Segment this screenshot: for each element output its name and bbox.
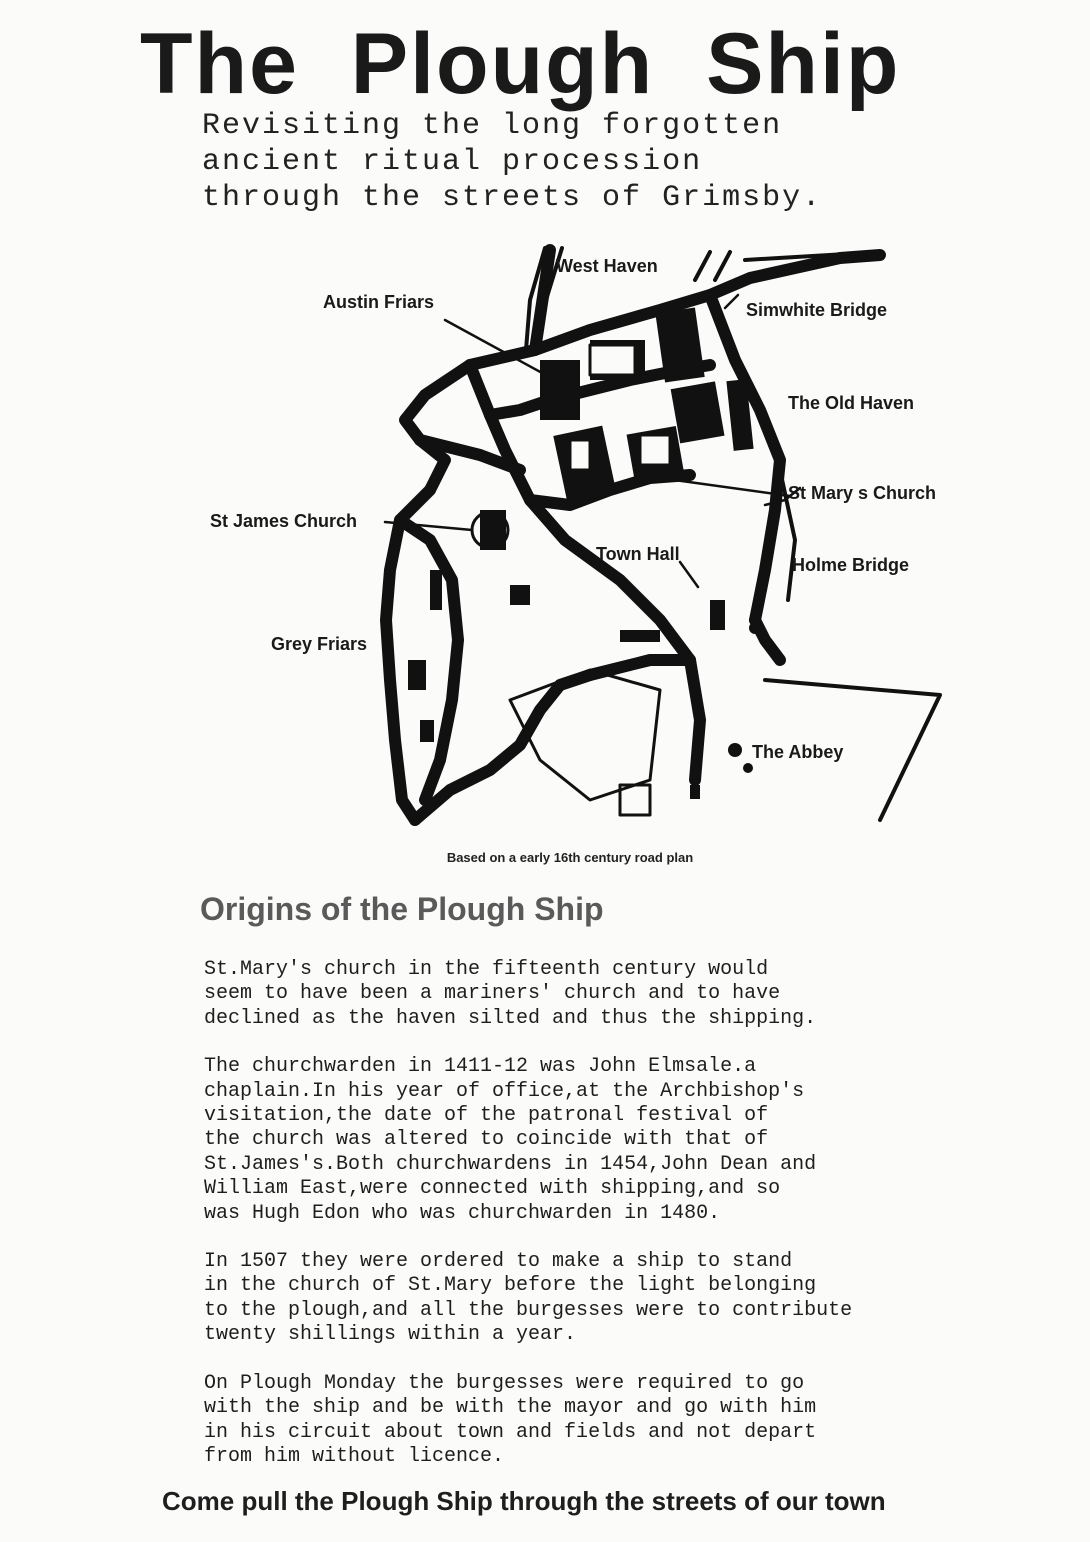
map-roads	[386, 250, 880, 820]
map-caption: Based on a early 16th century road plan	[446, 850, 694, 865]
page-title: The Plough Ship	[140, 16, 901, 112]
map-label-st-marys-church: St Mary s Church	[788, 483, 937, 503]
map-label-the-abbey: The Abbey	[752, 742, 844, 762]
paragraph: St.Mary's church in the fifteenth century would seem to have been a mariners' church and to have declined as the haven silted and thus the shipping.	[204, 958, 817, 1030]
subtitle-line: through the streets of Grimsby.	[202, 181, 823, 215]
map-label-old-haven: The Old Haven	[788, 393, 915, 413]
paragraph: In 1507 they were ordered to make a ship to stand in the church of St.Mary before the light belonging to the plough,and all the burgesses were to contribute twenty shillings within a year.	[204, 1250, 853, 1347]
paragraph: On Plough Monday the burgesses were required to go with the ship and be with the mayor and go with him in his circuit about town and fields and not depart from him without licence.	[204, 1371, 817, 1468]
map-label-grey-friars: Grey Friars	[271, 634, 368, 654]
paragraph: The churchwarden in 1411-12 was John Elmsale.a chaplain.In his year of office,at the Archbishop's visitation,the date of the patronal festival of the church was altered to coincide with that of St.James's.Both churchwardens in 1454,John Dean and William East,were connected with shipping,and so was Hugh Edon who was churchwarden in 1480.	[204, 1055, 817, 1225]
map-label-holme-bridge: Holme Bridge	[792, 555, 910, 575]
subtitle-line: Revisiting the long forgotten	[202, 109, 783, 143]
town-road-plan	[190, 240, 980, 840]
section-heading: Origins of the Plough Ship	[200, 891, 604, 927]
town-map	[190, 240, 980, 840]
map-label-austin-friars: Austin Friars	[323, 292, 435, 312]
map-label-st-james-church: St James Church	[210, 511, 358, 531]
footer-slogan: Come pull the Plough Ship through the streets of our town	[162, 1486, 886, 1516]
subtitle	[202, 108, 902, 216]
map-label-town-hall: Town Hall	[596, 544, 680, 564]
map-label-west-haven: West Haven	[556, 256, 658, 276]
subtitle-line: ancient ritual procession	[202, 145, 703, 179]
origins-body	[204, 958, 1024, 1493]
map-label-simwhite-bridge: Simwhite Bridge	[746, 300, 888, 320]
